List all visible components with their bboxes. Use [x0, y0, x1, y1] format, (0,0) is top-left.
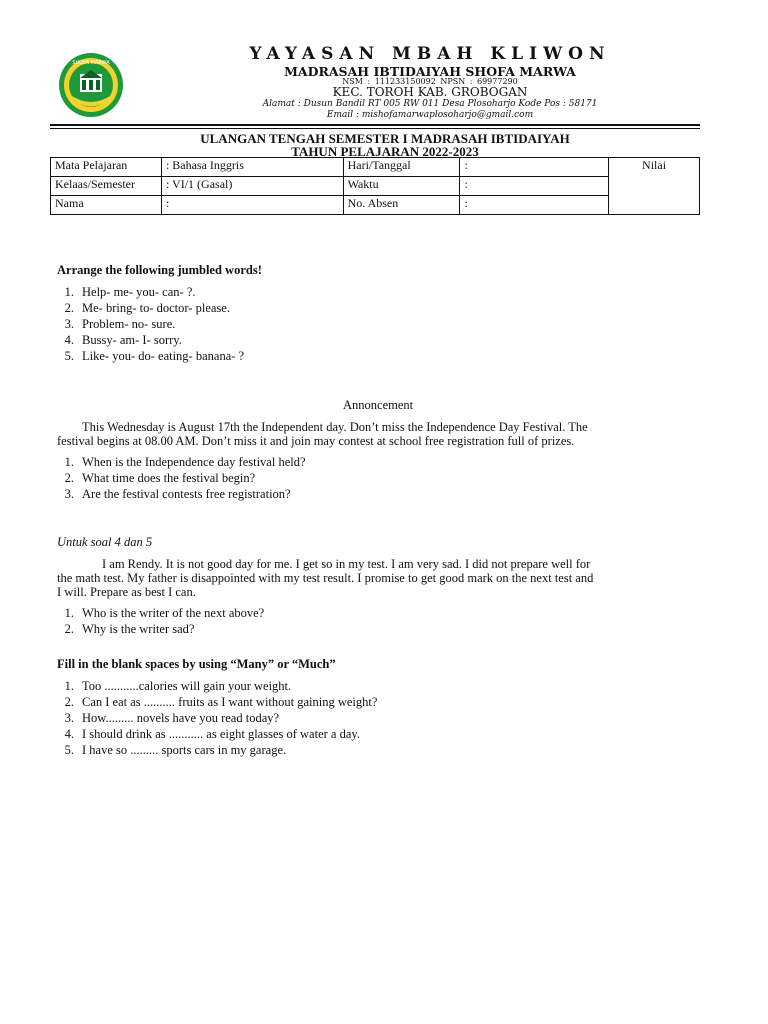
nsm-npsn: NSM : 111233150092 NPSN : 69977290 [342, 77, 518, 86]
exam-title: ULANGAN TENGAH SEMESTER I MADRASAH IBTIDAIYAH [200, 131, 570, 146]
list-item: 3. Are the festival contests free registration? [64, 487, 291, 501]
list-item: 5. I have so ......... sports cars in my garage. [64, 743, 287, 757]
list-item: 3. Problem- no- sure. [64, 317, 176, 331]
list-item: 3. How......... novels have you read today? [64, 711, 280, 725]
announcement-line-2: festival begins at 08.00 AM. Don’t miss it and join may contest at school free registration full of prizes. [57, 434, 575, 448]
story-questions [50, 605, 264, 637]
list-item: 1. Help- me- you- can- ?. [64, 285, 196, 299]
list-item: 2. Me- bring- to- doctor- please. [64, 301, 230, 315]
exam-year: TAHUN PELAJARAN 2022-2023 [291, 144, 479, 159]
foundation-name: YAYASAN MBAH KLIWON [249, 44, 611, 64]
student-info-table [50, 157, 700, 215]
email: Email : mishofamarwaplosoharjo@gmail.com [326, 110, 534, 120]
class-value[interactable]: : VI/1 (Gasal) [161, 177, 343, 196]
list-item: 2. Can I eat as .......... fruits as I want without gaining weight? [64, 695, 378, 709]
score-cell[interactable] [609, 158, 700, 215]
absen-value[interactable]: : [460, 196, 609, 215]
section4-heading: Fill in the blank spaces by using “Many” or “Much” [57, 657, 336, 671]
list-item: 1. Too ...........calories will gain your weight. [64, 679, 292, 693]
announcement-title: Annoncement [343, 398, 414, 412]
list-item: 4. I should drink as ........... as eight glasses of water a day. [64, 727, 360, 741]
school-name: MADRASAH IBTIDAIYAH SHOFA MARWA [284, 64, 576, 79]
list-item: 1. Who is the writer of the next above? [64, 606, 265, 620]
time-label: Waktu [343, 177, 460, 196]
section1-heading: Arrange the following jumbled words! [57, 263, 262, 277]
list-item: 1. When is the Independence day festival held? [64, 455, 306, 469]
letterhead-rule-thin [50, 128, 700, 129]
list-item: 5. Like- you- do- eating- banana- ? [64, 349, 245, 363]
section3-label: Untuk soal 4 dan 5 [57, 535, 153, 549]
story-line-2: the math test. My father is disappointed with my test result. I promise to get good mark on the next test and [57, 571, 594, 585]
table-row [51, 196, 700, 215]
announcement-line-1: This Wednesday is August 17th the Independent day. Don’t miss the Independence Day Festival. The [82, 420, 588, 434]
list-item: 4. Bussy- am- I- sorry. [64, 333, 182, 347]
svg-text:SHOFA MARWA: SHOFA MARWA [72, 60, 110, 66]
story-line-3: I will. Prepare as best I can. [57, 585, 196, 599]
table-row [51, 177, 700, 196]
letterhead-rule-thick [50, 124, 700, 126]
kecamatan: KEC. TOROH KAB. GROBOGAN [332, 85, 528, 99]
story-line-1: I am Rendy. It is not good day for me. I get so in my test. I am very sad. I did not prepare well for [102, 557, 591, 571]
day-value[interactable]: : [460, 158, 609, 177]
absen-label: No. Absen [343, 196, 460, 215]
list-item: 2. Why is the writer sad? [64, 622, 195, 636]
table-row [51, 158, 700, 177]
subject-value[interactable]: : Bahasa Inggris [161, 158, 343, 177]
time-value[interactable]: : [460, 177, 609, 196]
day-label: Hari/Tanggal [343, 158, 460, 177]
address: Alamat : Dusun Bandil RT 005 RW 011 Desa Plosoharjo Kode Pos : 58171 [262, 99, 598, 109]
subject-label: Mata Pelajaran [51, 158, 162, 177]
name-value[interactable]: : [161, 196, 343, 215]
jumbled-words-list [50, 284, 244, 364]
fill-blank-list [50, 678, 377, 758]
announcement-questions [50, 454, 306, 502]
name-label: Nama [51, 196, 162, 215]
class-label: Kelaas/Semester [51, 177, 162, 196]
school-logo [58, 52, 124, 118]
score-label: Nilai [642, 158, 667, 172]
list-item: 2. What time does the festival begin? [64, 471, 256, 485]
